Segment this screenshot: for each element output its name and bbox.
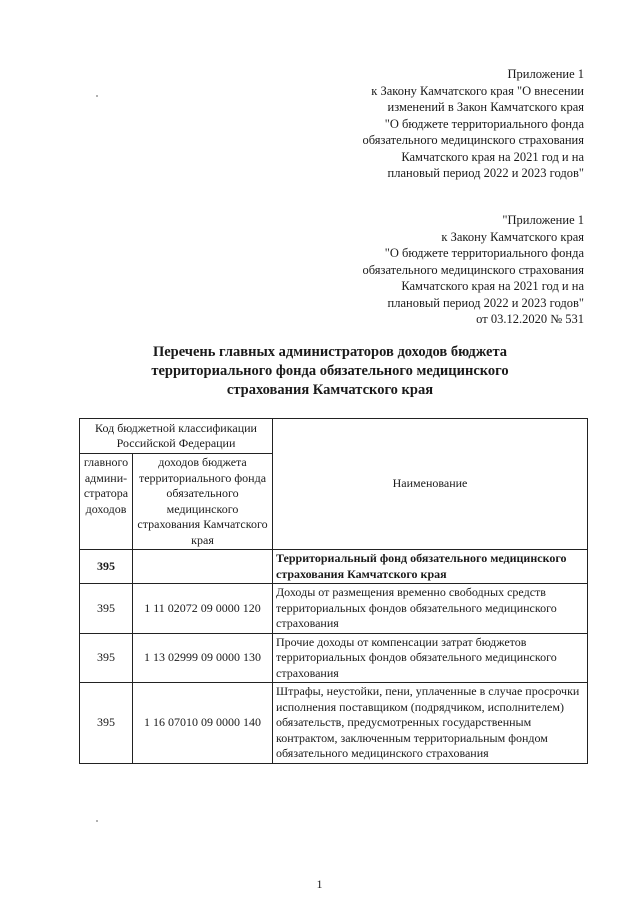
appendix-line: плановый период 2022 и 2023 годов" — [387, 166, 584, 180]
appendix-line: Камчатского края на 2021 год и на — [401, 149, 584, 164]
cell-income-code: 1 16 07010 09 0000 140 — [133, 683, 273, 764]
table-row — [80, 584, 588, 634]
scan-speck — [96, 95, 98, 97]
appendix-line: "О бюджете территориального фонда — [384, 246, 584, 260]
cell-income-code: 1 13 02999 09 0000 130 — [133, 633, 273, 683]
cell-admin-code: 395 — [80, 550, 133, 584]
cell-income-code — [133, 550, 273, 584]
administrators-table — [79, 418, 588, 764]
table-row — [80, 683, 588, 764]
cell-name: Доходы от размещения временно свободных средств территориальных фондов обязательного медицинского страхования — [273, 584, 588, 634]
document-title — [110, 343, 550, 400]
appendix-line: "О бюджете территориального фонда — [384, 116, 584, 131]
appendix-line: изменений в Закон Камчатского края — [387, 100, 584, 114]
appendix-line: Камчатского края на 2021 год и на — [401, 279, 584, 293]
appendix-header-original-law — [362, 212, 584, 328]
appendix-line: к Закону Камчатского края "О внесении — [371, 83, 584, 98]
title-line: территориального фонда обязательного медицинского — [151, 363, 509, 379]
cell-admin-code: 395 — [80, 633, 133, 683]
cell-admin-code: 395 — [80, 584, 133, 634]
page-number: 1 — [316, 877, 323, 891]
cell-admin-code: 395 — [80, 683, 133, 764]
cell-name: Территориальный фонд обязательного медицинского страхования Камчатского края — [273, 550, 588, 584]
appendix-header-amending-law — [362, 66, 584, 182]
header-income-code: доходов бюджета территориального фонда обязательного медицинского страхования Камчатского края — [133, 454, 273, 550]
scan-speck — [96, 820, 98, 822]
table-row — [80, 550, 588, 584]
cell-name: Штрафы, неустойки, пени, уплаченные в случае просрочки исполнения поставщиком (подрядчиком, исполнителем) обязательств, предусмотренных государственным контрактом, заключенным территориальным фондом обязательного медицинского страхования — [273, 683, 588, 764]
appendix-line: обязательного медицинского страхования — [362, 262, 584, 277]
header-chief-administrator: главного админи-стратора доходов — [80, 454, 133, 550]
appendix-date-number: от 03.12.2020 № 531 — [476, 312, 584, 326]
appendix-line: обязательного медицинского страхования — [362, 133, 584, 147]
appendix-line: "Приложение 1 — [502, 213, 584, 227]
header-name: Наименование — [273, 419, 588, 550]
title-line: страхования Камчатского края — [226, 382, 434, 398]
header-budget-classification: Код бюджетной классификации Российской Федерации — [80, 419, 273, 454]
table-header-row — [80, 419, 588, 454]
title-line: Перечень главных администраторов доходов бюджета — [152, 344, 508, 360]
cell-income-code: 1 11 02072 09 0000 120 — [133, 584, 273, 634]
appendix-line: к Закону Камчатского края — [441, 229, 584, 244]
table-row — [80, 633, 588, 683]
appendix-line: Приложение 1 — [507, 67, 584, 81]
appendix-line: плановый период 2022 и 2023 годов" — [387, 295, 584, 310]
cell-name: Прочие доходы от компенсации затрат бюджетов территориальных фондов обязательного медицинского страхования — [273, 633, 588, 683]
